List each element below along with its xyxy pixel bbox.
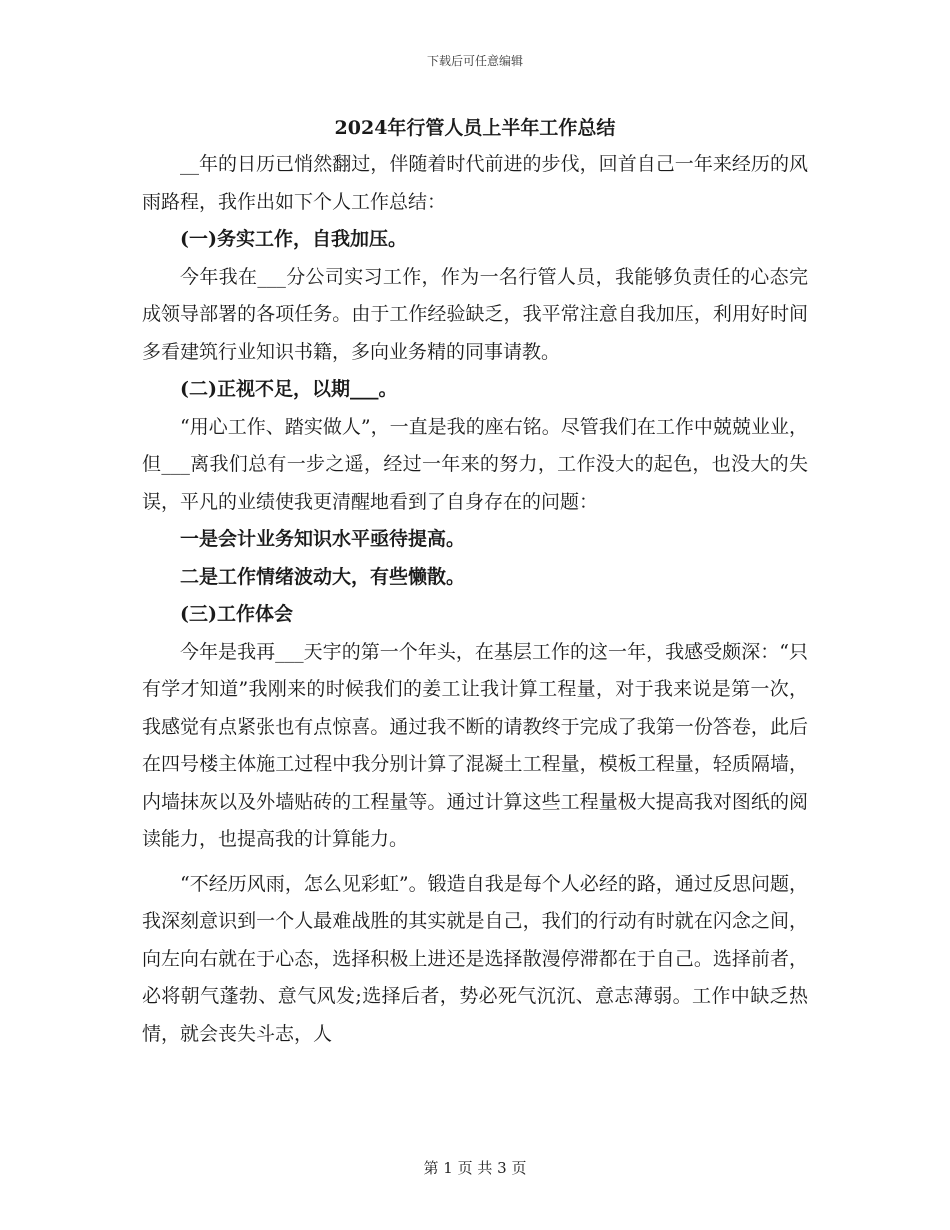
section-heading-1: (一)务实工作，自我加压。 (180, 228, 407, 250)
problem-item-2: 二是工作情绪波动大，有些懒散。 (180, 565, 466, 588)
reflection-paragraph: “不经历风雨，怎么见彩虹”。锻造自我是每个人必经的路，通过反思问题，我深刻意识到一个人最难战胜的其实就是自己，我们的行动有时就在闪念之间，向左向右就在于心态，选择积极上进还是选择散漫停滞都在于自己。选择前者，必将朝气蓬勃、意气风发;选择后者，势必死气沉沉、意志薄弱。工作中缺乏热情，就会丧失斗志，人 (142, 872, 808, 1045)
problem-item-1: 一是会计业务知识水平亟待提高。 (180, 528, 466, 550)
section-1-paragraph: 今年我在___分公司实习工作，作为一名行管人员，我能够负责任的心态完成领导部署的各项任务。由于工作经验缺乏，我平常注意自我加压，利用好时间多看建筑行业知识书籍，多向业务精的同事请教。 (142, 265, 808, 363)
section-3-paragraph: 今年是我再___天宇的第一个年头，在基层工作的这一年，我感受颇深：“只有学才知道”我刚来的时候我们的姜工让我计算工程量，对于我来说是第一次，我感觉有点紧张也有点惊喜。通过我不断的请教终于完成了我第一份答卷，此后在四号楼主体施工过程中我分别计算了混凝土工程量，模板工程量，轻质隔墙，内墙抹灰以及外墙贴砖的工程量等。通过计算这些工程量极大提高我对图纸的阅读能力，也提高我的计算能力。 (142, 640, 808, 850)
section-heading-2: (二)正视不足，以期___。 (180, 378, 398, 400)
section-2-paragraph: “用心工作、踏实做人”，一直是我的座右铭。尽管我们在工作中兢兢业业，但___离我们总有一步之遥，经过一年来的努力，工作没大的起色，也没大的失误，平凡的业绩使我更清醒地看到了自身存在的问题： (142, 415, 808, 513)
page-number: 第 1 页 共 3 页 (423, 1159, 527, 1177)
download-note: 下载后可任意编辑 (426, 54, 523, 68)
document-body (142, 146, 808, 1053)
section-heading-3: (三)工作体会 (180, 603, 293, 625)
document-title: 2024年行管人员上半年工作总结 (334, 117, 616, 139)
intro-paragraph: __年的日历已悄然翻过，伴随着时代前进的步伐，回首自己一年来经历的风雨路程，我作出如下个人工作总结： (142, 153, 808, 213)
